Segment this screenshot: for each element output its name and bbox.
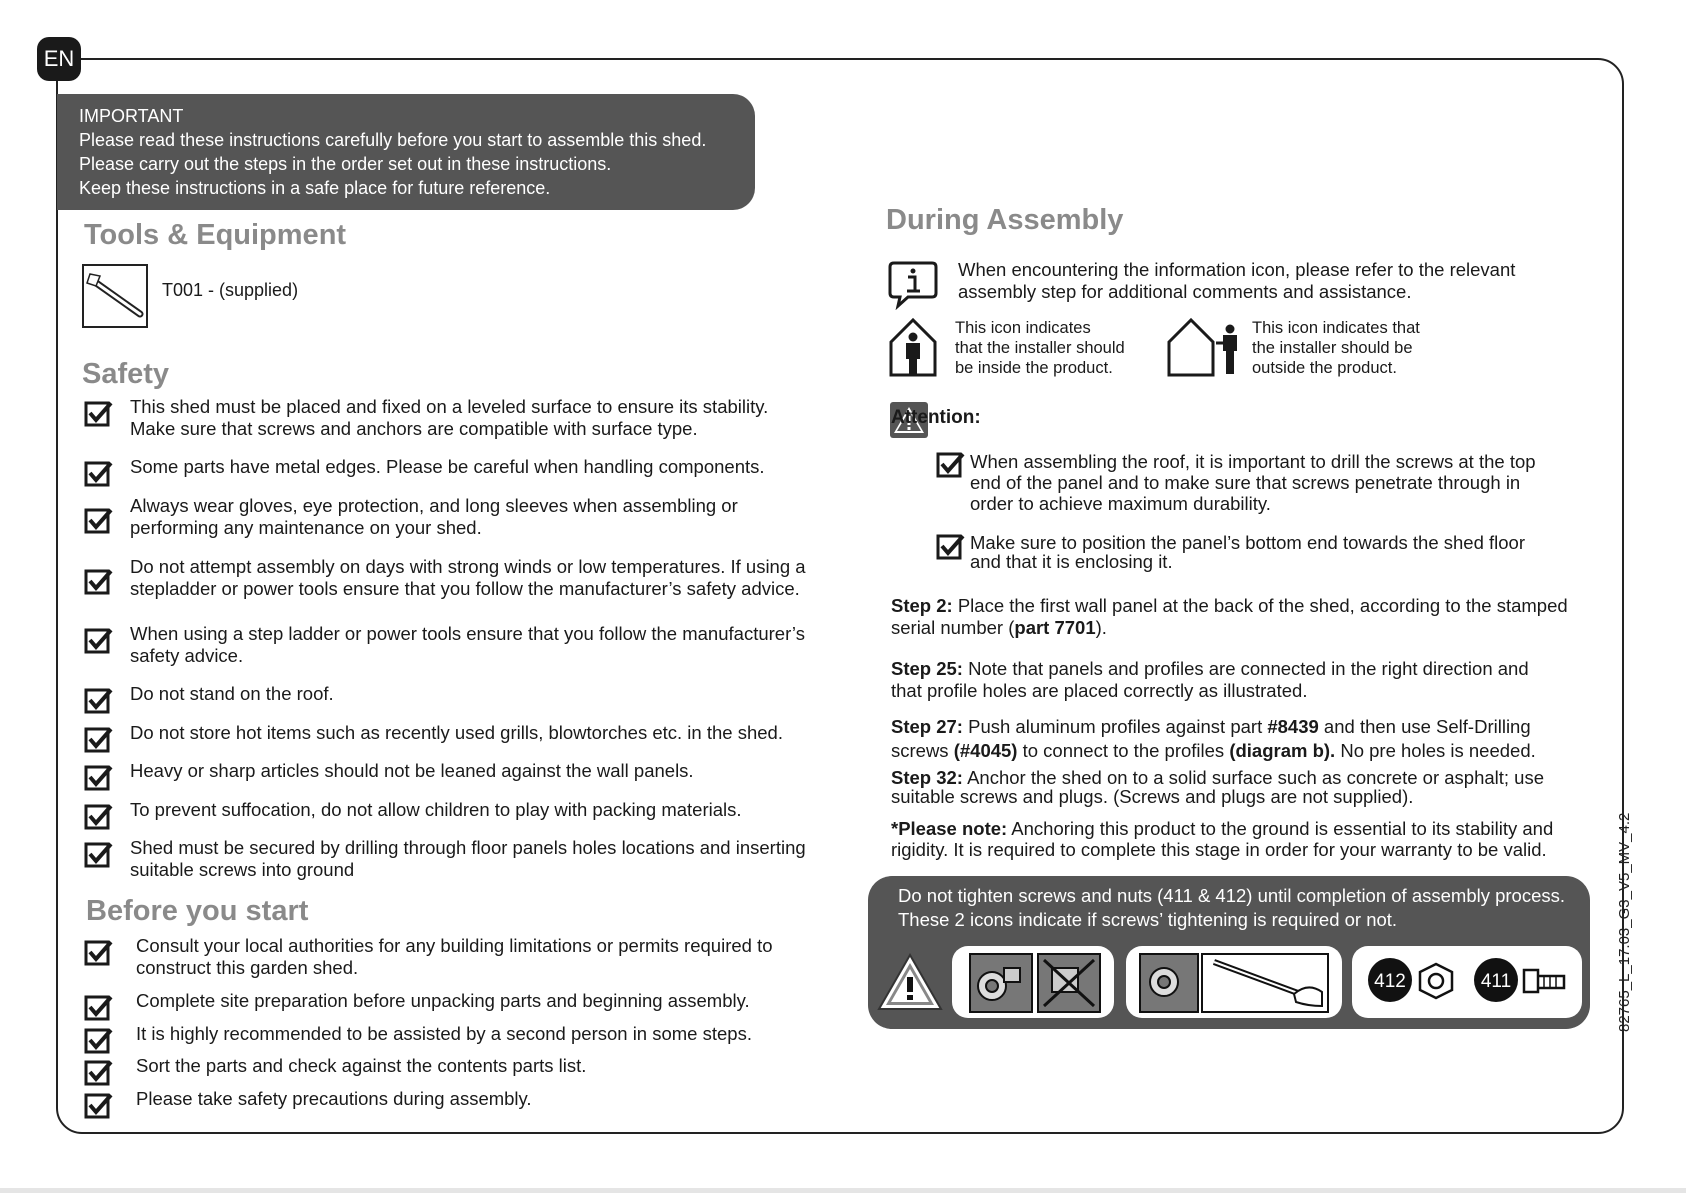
safety-heading: Safety [82, 358, 170, 390]
before-item-text: construct this garden shed. [136, 957, 359, 978]
step-label: Step 2: [891, 595, 953, 616]
tool-t001-image [82, 264, 148, 328]
step-text: screws [891, 740, 954, 761]
safety-item-text: stepladder or power tools ensure that you follow the manufacturer’s safety advice. [130, 578, 800, 599]
step-label: Step 25: [891, 658, 963, 679]
screwdriver-bit-icon [84, 266, 146, 326]
step-text: that profile holes are placed correctly as illustrated. [891, 680, 1308, 701]
badge-411-text: 411 [1480, 971, 1512, 992]
badge-412-text: 412 [1374, 971, 1406, 992]
checkbox-checked-icon [84, 400, 114, 428]
before-item-text: Sort the parts and check against the contents parts list. [136, 1055, 587, 1076]
nut-icon [1420, 964, 1452, 998]
checkbox-checked-icon [84, 568, 114, 596]
part-numbers-panel [1352, 946, 1582, 1018]
step-text: suitable screws and plugs. (Screws and plugs are not supplied). [891, 786, 1414, 807]
step-text: and then use Self-Drilling [1318, 716, 1531, 737]
screw-number: (#4045) [953, 740, 1018, 761]
step-label: Step 27: [891, 716, 963, 737]
checkbox-checked-icon [84, 803, 114, 831]
outside-icon-text: outside the product. [1252, 359, 1397, 377]
tighten-text: Do not tighten screws and nuts (411 & 412) until completion of assembly process. [898, 885, 1566, 906]
screwdriver-tighten-icon [1126, 946, 1342, 1018]
tool-label: T001 - (supplied) [162, 280, 299, 300]
attention-item-text: When assembling the roof, it is important to drill the screws at the top [970, 451, 1536, 472]
during-heading: During Assembly [886, 204, 1124, 236]
part-number: #8439 [1267, 716, 1319, 737]
step-32 [891, 768, 1544, 806]
attention-item-text: and that it is enclosing it. [970, 551, 1173, 572]
checkbox-checked-icon [84, 627, 114, 655]
step-text: Push aluminum profiles against part [962, 716, 1268, 737]
part-number: part 7701 [1014, 617, 1096, 638]
tighten-text: These 2 icons indicate if screws’ tightening is required or not. [898, 909, 1398, 930]
nut-bolt-legend [1352, 946, 1582, 1018]
safety-item-text: When using a step ladder or power tools ensure that you follow the manufacturer’s [130, 623, 805, 644]
safety-item-text: safety advice. [130, 645, 244, 666]
note-text: rigidity. It is required to complete this stage in order for your warranty to be valid. [891, 839, 1547, 860]
important-line: Please carry out the steps in the order set out in these instructions. [79, 154, 612, 174]
tools-heading: Tools & Equipment [84, 219, 347, 251]
checkbox-checked-icon [84, 687, 114, 715]
checkbox-checked-icon [84, 507, 114, 535]
outside-icon-text: This icon indicates that [1252, 319, 1420, 337]
before-item-text: Please take safety precautions during assembly. [136, 1088, 532, 1109]
before-item-text: Consult your local authorities for any building limitations or permits required to [136, 935, 773, 956]
attention-item-text: Make sure to position the panel’s bottom end towards the shed floor [970, 532, 1525, 553]
document-code: 82765_L_17.03_G3_V5_MV_4.2 [1616, 812, 1633, 1032]
installer-outside-icon [1166, 317, 1246, 377]
safety-item-text: This shed must be placed and fixed on a leveled surface to ensure its stability. [130, 396, 769, 417]
outside-icon-text: the installer should be [1252, 339, 1413, 357]
safety-item-text: Make sure that screws and anchors are compatible with surface type. [130, 418, 698, 439]
note-label: *Please note: [891, 818, 1008, 839]
language-badge: EN [37, 37, 81, 81]
inside-icon-text: that the installer should [955, 339, 1125, 357]
important-heading: IMPORTANT [79, 106, 184, 126]
before-heading: Before you start [86, 895, 309, 927]
safety-item-text: performing any maintenance on your shed. [130, 517, 482, 538]
please-note [891, 818, 1553, 860]
checkbox-checked-icon [84, 726, 114, 754]
warning-triangle-icon [876, 952, 944, 1012]
before-item-text: It is highly recommended to be assisted by a second person in some steps. [136, 1023, 752, 1044]
step-25 [891, 658, 1529, 702]
checkbox-checked-icon [84, 1092, 114, 1120]
checkbox-checked-icon [84, 460, 114, 488]
checkbox-checked-icon [84, 1059, 114, 1087]
inside-icon-text: This icon indicates [955, 319, 1091, 337]
safety-item-text: Do not attempt assembly on days with strong winds or low temperatures. If using a [130, 556, 806, 577]
step-label: Step 32: [891, 767, 963, 788]
info-text: When encountering the information icon, please refer to the relevant [958, 259, 1516, 280]
checkbox-checked-icon [84, 994, 114, 1022]
step-text: Place the first wall panel at the back of the shed, according to the stamped [952, 595, 1568, 616]
before-item-text: Complete site preparation before unpacking parts and beginning assembly. [136, 990, 750, 1011]
note-text: Anchoring this product to the ground is essential to its stability and [1007, 818, 1554, 839]
step-text: serial number ( [891, 617, 1015, 638]
safety-item-text: Shed must be secured by drilling through floor panels holes locations and inserting [130, 837, 806, 858]
important-banner [57, 94, 755, 210]
info-icon [888, 260, 938, 310]
attention-label: Attention: [891, 407, 981, 428]
info-text: assembly step for additional comments and assistance. [958, 281, 1412, 302]
checkbox-checked-icon [84, 841, 114, 869]
safety-item-text: Some parts have metal edges. Please be careful when handling components. [130, 456, 765, 477]
step-2 [891, 595, 1568, 639]
checkbox-checked-icon [936, 451, 966, 479]
checkbox-checked-icon [84, 939, 114, 967]
bottom-divider [0, 1188, 1686, 1193]
tightening-icons-panel [952, 946, 1114, 1018]
safety-item-text: Do not store hot items such as recently used grills, blowtorches etc. in the shed. [130, 722, 783, 743]
step-27 [891, 715, 1536, 763]
safety-item-text: Do not stand on the roof. [130, 683, 334, 704]
attention-item-text: order to achieve maximum durability. [970, 493, 1271, 514]
step-text: to connect to the profiles [1017, 740, 1230, 761]
important-line: Keep these instructions in a safe place for future reference. [79, 178, 551, 198]
step-text: No pre holes is needed. [1335, 740, 1536, 761]
step-text: ). [1095, 617, 1107, 638]
step-text: Note that panels and profiles are connected in the right direction and [962, 658, 1529, 679]
attention-item-text: end of the panel and to make sure that screws penetrate through in [970, 472, 1521, 493]
safety-item-text: To prevent suffocation, do not allow children to play with packing materials. [130, 799, 742, 820]
tightening-tool-panel [1126, 946, 1342, 1018]
nut-tighten-icons [952, 946, 1114, 1018]
safety-item-text: suitable screws into ground [130, 859, 355, 880]
checkbox-checked-icon [84, 764, 114, 792]
diagram-ref: (diagram b). [1229, 740, 1336, 761]
safety-item-text: Heavy or sharp articles should not be leaned against the wall panels. [130, 760, 694, 781]
safety-item-text: Always wear gloves, eye protection, and long sleeves when assembling or [130, 495, 738, 516]
important-line: Please read these instructions carefully before you start to assemble this shed. [79, 130, 707, 150]
step-text: Anchor the shed on to a solid surface such as concrete or asphalt; use [962, 767, 1545, 788]
checkbox-checked-icon [936, 533, 966, 561]
inside-icon-text: be inside the product. [955, 359, 1113, 377]
checkbox-checked-icon [84, 1027, 114, 1055]
installer-inside-icon [888, 317, 938, 377]
